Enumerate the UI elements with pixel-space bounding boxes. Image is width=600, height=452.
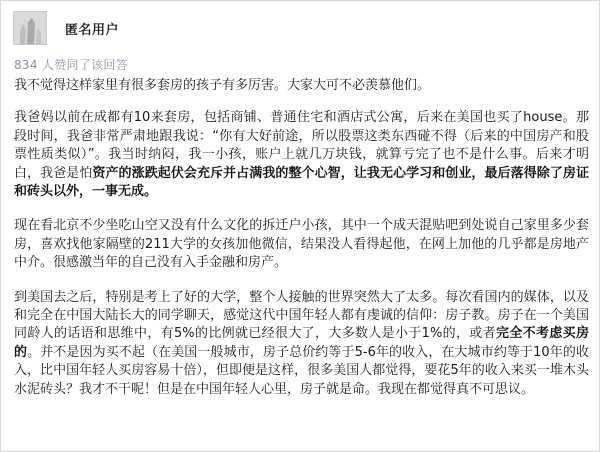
answer-paragraph — [14, 109, 589, 201]
author-name[interactable]: 匿名用户 — [65, 22, 120, 38]
anonymous-avatar-icon[interactable] — [13, 11, 47, 45]
paragraph-text: 我不觉得这样家里有很多套房的孩子有多厉害。大家大可不必羡慕他们。 — [14, 78, 431, 93]
answer-paragraph — [14, 217, 589, 272]
answer-content — [14, 77, 589, 415]
answer-paragraph — [14, 289, 589, 399]
upvote-count: 834 人赞同了该回答 — [14, 58, 129, 72]
paragraph-text: 现在看北京不少坐吃山空又没有什么文化的拆迁户小孩，其中一个成天混贴吧到处说自己家里多少套房，喜欢找他家隔壁的211大学的女孩加他微信，结果没人看得起他，在网上加他的几乎都是房地产中介。很感激当年的自己没有入手金融和房产。 — [14, 218, 589, 271]
answer-paragraph — [14, 77, 589, 95]
bold-text: 资产的涨跌起伏会充斥并占满我的整个心智，让我无心学习和创业，最后落得除了房证和砖头以外，一事无成。 — [14, 165, 589, 200]
paragraph-text: 到美国去之后，特别是考上了好的大学，整个人接触的世界突然大了太多。每次看国内的媒体，以及和完全在中国大陆长大的同学聊天，感觉这代中国年轻人都有虔诚的信仰：房子教。房子在一个美国同龄人的话语和思维中，有5%的比例就已经很大了，大多数人是小于1%的，或者 — [14, 289, 589, 342]
bold-text: 完全不考虑买房的 — [14, 326, 589, 360]
paragraph-text: 我爸妈以前在成都有10来套房，包括商铺、普通住宅和酒店式公寓，后来在美国也买了house。那段时间，我爸非常严肃地跟我说：“你有大好前途，所以股票这类东西碰不得（后来的中国房产和股票性质类似）”。我当时纳闷，我一小孩，账户上就几万块钱，就算亏完了也不是什么事。后来才明白，我爸是怕 — [14, 110, 589, 181]
author-header — [13, 10, 119, 46]
paragraph-text: 。并不是因为买不起（在美国一般城市，房子总价约等于5-6年的收入，在大城市约等于10年的收入，比中国年轻人买房容易十倍），但即便是这样，很多美国人都觉得，要花5年的收入来买一堆木头水泥砖头？我才不干呢！但是在中国年轻人心里，房子就是命。我现在都觉得真不可思议。 — [14, 344, 589, 397]
